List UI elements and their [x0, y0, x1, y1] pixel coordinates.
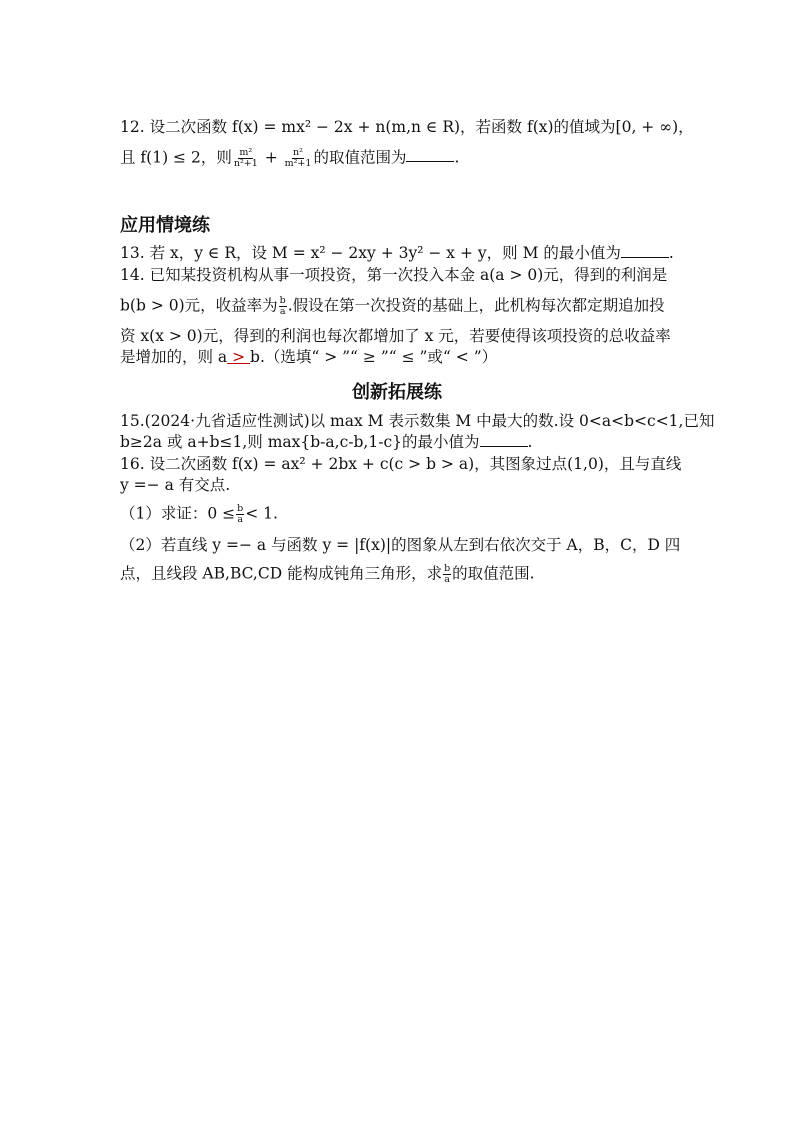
q14-line4-pre: 是增加的，则 a: [120, 348, 228, 366]
q14-line2: [120, 296, 665, 317]
q16-part2-line1: （2）若直线 y =− a 与函数 y = |f(x)|的图象从左到右依次交于 A，B，C，D 四: [120, 536, 681, 554]
q12-plus: +: [259, 148, 283, 167]
q16-part2-frac-den: a: [444, 573, 450, 585]
q13-post: .: [668, 244, 674, 262]
q14-answer: >: [227, 348, 251, 366]
q12-frac2-den: m²+1: [284, 157, 312, 169]
q13-line: [120, 244, 674, 263]
q14-frac-num: b: [279, 295, 286, 306]
q15-post: .: [527, 433, 533, 451]
q13-answer-blank: [621, 245, 669, 258]
q12-line2-post: 的取值范围为: [313, 148, 407, 167]
q12-frac1-num: m²: [239, 147, 253, 158]
q16-part1-fraction: [236, 504, 244, 525]
q16-part1-frac-den: a: [237, 513, 244, 525]
q16-part1-pre: （1）求证：0 ≤: [120, 504, 236, 523]
q12-line1: 12. 设二次函数 f(x) = mx² − 2x + n(m,n ∈ R)，若函数 f(x)的值域为[0, + ∞)，: [120, 118, 694, 136]
q15-line2-pre: b≥2a 或 a+b≤1,则 max{b-a,c-b,1-c}的最小值为: [120, 433, 480, 451]
q12-line2-pre: 且 f(1) ≤ 2，则: [120, 148, 232, 167]
q16-part2-fraction: [443, 564, 451, 585]
section-heading-application: 应用情境练: [120, 215, 210, 236]
q16-line1: 16. 设二次函数 f(x) = ax² + 2bx + c(c > b > a)，其图象过点(1,0)，且与直线: [120, 455, 682, 473]
q14-line4-post: b.（选填“ > ”“ ≥ ”“ ≤ ”或“ < ”）: [250, 348, 498, 366]
q12-frac2-num: n²: [293, 147, 303, 158]
q15-answer-blank: [480, 434, 528, 447]
section-heading-innovation: 创新拓展练: [352, 382, 442, 403]
q12-line2: 且 f(1) ≤ 2，则 $\frac{\text{m²}}{\text{n²+1}}$ + $\frac{\text{n²}}{\text{m²+1}}$ 的取值范围为 .: [120, 147, 460, 169]
q14-fraction: [279, 296, 287, 317]
q14-line2-pre: b(b > 0)元，收益率为: [120, 296, 278, 315]
q14-frac-den: a: [279, 305, 286, 317]
q12-answer-blank: [406, 149, 454, 162]
q16-part2-line2-post: 的取值范围.: [452, 564, 535, 583]
q15-line2: [120, 433, 532, 452]
q16-part1: [120, 504, 278, 525]
q12-fraction-1: [233, 148, 259, 169]
q14-line2-post: .假设在第一次投资的基础上，此机构每次都定期追加投: [287, 296, 665, 315]
q16-part1-post: < 1.: [245, 504, 278, 523]
q16-line2: y =− a 有交点.: [120, 476, 231, 494]
q12-fraction-2: [284, 148, 313, 169]
q12-frac1-den: n²+1: [233, 157, 258, 169]
q13-text: 13. 若 x，y ∈ R，设 M = x² − 2xy + 3y² − x + y，则 M 的最小值为: [120, 244, 621, 262]
q16-part1-frac-num: b: [237, 503, 244, 514]
q15-line1: 15.(2024·九省适应性测试)以 max M 表示数集 M 中最大的数.设 0<a<b<c<1,已知: [120, 412, 715, 430]
q14-line4: [120, 348, 497, 367]
q14-line3: 资 x(x > 0)元，得到的利润也每次都增加了 x 元，若要使得该项投资的总收益率: [120, 327, 671, 345]
q16-part2-frac-num: b: [444, 563, 451, 574]
q16-part2-line2-pre: 点，且线段 AB,BC,CD 能构成钝角三角形，求: [120, 564, 443, 583]
q16-part2-line2: [120, 564, 535, 585]
q14-line1: 14. 已知某投资机构从事一项投资，第一次投入本金 a(a > 0)元，得到的利润是: [120, 266, 668, 284]
